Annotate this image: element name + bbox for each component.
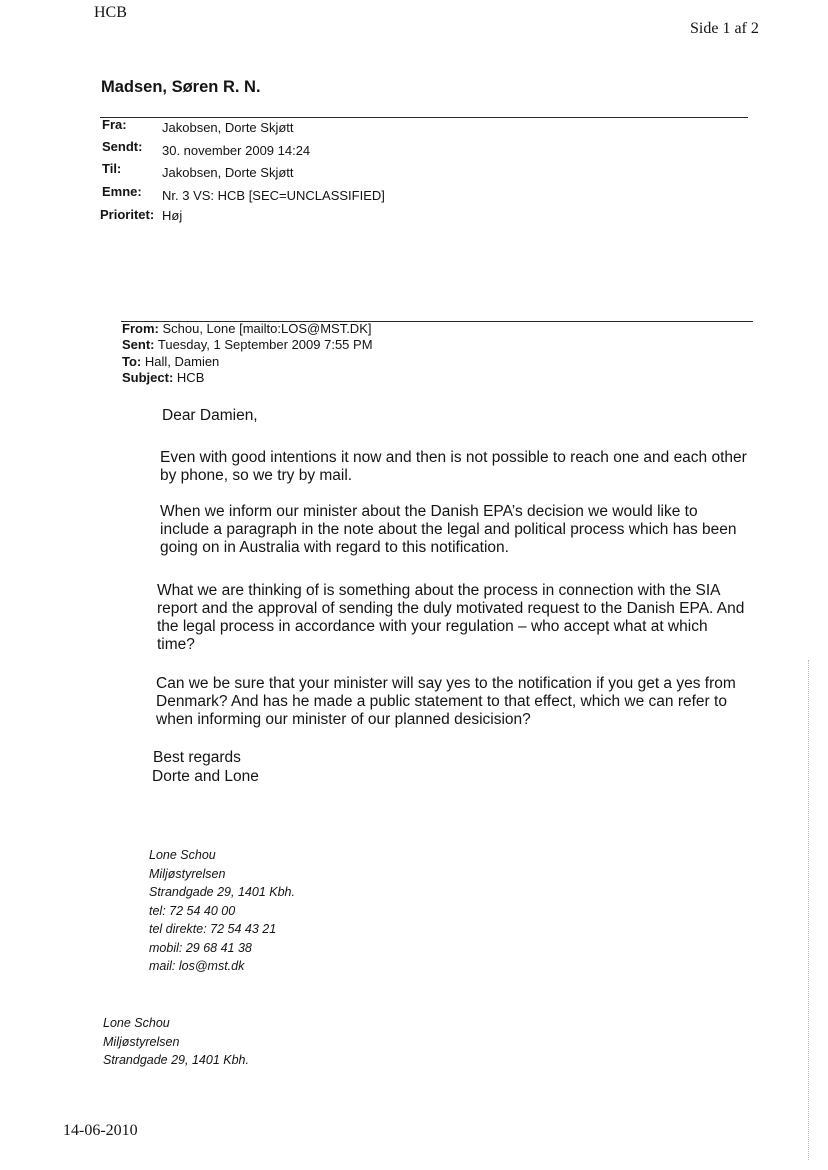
field-value-sent: 30. november 2009 14:24 [162, 143, 311, 158]
print-date: 14-06-2010 [63, 1122, 138, 1139]
forwarded-sent-label: Sent: [122, 337, 155, 352]
forwarded-subject-label: Subject: [122, 370, 174, 385]
signature-direct-phone: tel direkte: 72 54 43 21 [149, 922, 277, 936]
signoff: Dorte and Lone [152, 768, 259, 785]
mailbox-owner-name: Madsen, Søren R. N. [101, 78, 261, 96]
closing: Best regards [153, 749, 241, 766]
field-value-from: Jakobsen, Dorte Skjøtt [162, 120, 294, 135]
page-header-left: HCB [94, 4, 127, 21]
forwarded-from-label: From: [122, 321, 159, 336]
field-label-priority: Prioritet: [100, 207, 155, 222]
forwarded-subject [122, 369, 204, 386]
signature-email: mail: los@mst.dk [149, 959, 245, 973]
signature-mobile: mobil: 29 68 41 38 [149, 940, 252, 955]
field-label-subject: Emne: [102, 184, 142, 199]
field-value-subject: Nr. 3 VS: HCB [SEC=UNCLASSIFIED] [162, 188, 385, 203]
field-label-from: Fra: [102, 117, 127, 132]
signature-short-name: Lone Schou [103, 1016, 170, 1030]
forwarded-from-value: Schou, Lone [mailto:LOS@MST.DK] [162, 321, 372, 336]
page-number: Side 1 af 2 [690, 20, 759, 37]
forwarded-sent [122, 336, 373, 353]
forwarded-subject-value: HCB [176, 370, 205, 385]
forwarded-to [122, 353, 219, 370]
field-value-to: Jakobsen, Dorte Skjøtt [162, 165, 294, 180]
signature-name: Lone Schou [149, 848, 216, 862]
greeting: Dear Damien, [162, 407, 258, 424]
signature-address: Strandgade 29, 1401 Kbh. [149, 885, 295, 899]
header-divider [100, 117, 748, 118]
signature-block-short [103, 1014, 249, 1070]
field-label-to: Til: [102, 161, 122, 176]
field-label-sent: Sendt: [102, 139, 143, 154]
scan-edge-line [808, 660, 809, 1160]
body-paragraph-3: What we are thinking of is something about the process in connection with the SIA report and the approval of sending the duly motivated request to the Danish EPA. And the legal process in accordance with your regulation – who accept what at which time? [157, 582, 745, 653]
signature-phone: tel: 72 54 40 00 [149, 903, 236, 918]
forwarded-to-label: To: [122, 354, 142, 369]
forwarded-sent-value: Tuesday, 1 September 2009 7:55 PM [157, 337, 373, 352]
signature-short-organisation: Miljøstyrelsen [103, 1034, 180, 1049]
signature-block-full [149, 846, 295, 976]
signature-short-address: Strandgade 29, 1401 Kbh. [103, 1053, 249, 1067]
body-paragraph-2: When we inform our minister about the Danish EPA’s decision we would like to include a paragraph in the note about the legal and political process which has been going on in Australia with regard to this notification. [160, 503, 737, 556]
body-paragraph-1: Even with good intentions it now and then is not possible to reach one and each other by phone, so we try by mail. [160, 449, 747, 484]
body-paragraph-4: Can we be sure that your minister will say yes to the notification if you get a yes from Denmark? And has he made a public statement to that effect, which we can refer to when informing our minister of our planned desicision? [156, 675, 736, 728]
signature-organisation: Miljøstyrelsen [149, 866, 226, 881]
forwarded-from [122, 320, 371, 337]
field-value-priority: Høj [162, 208, 183, 223]
forwarded-to-value: Hall, Damien [144, 354, 220, 369]
